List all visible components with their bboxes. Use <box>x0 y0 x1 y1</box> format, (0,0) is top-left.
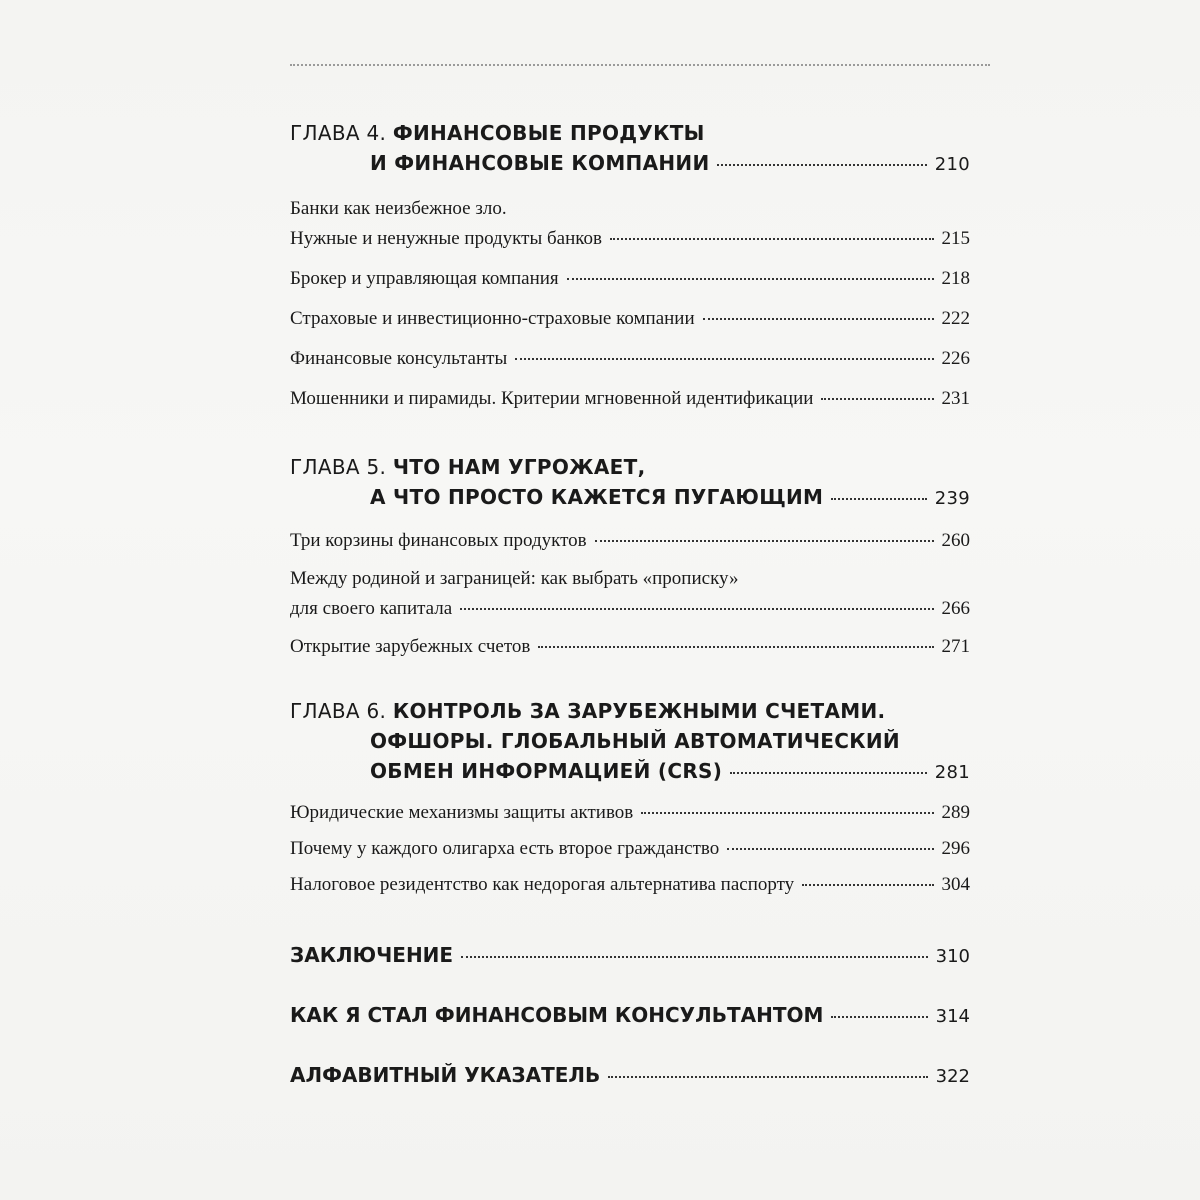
dot-leader <box>567 278 934 280</box>
page-number: 296 <box>941 838 970 859</box>
chapter-title-line: КОНТРОЛЬ ЗА ЗАРУБЕЖНЫМИ СЧЕТАМИ. <box>392 699 886 723</box>
toc-entry <box>290 798 970 828</box>
toc-entry <box>290 194 970 254</box>
chapter-label: ГЛАВА 6. <box>290 699 387 723</box>
dot-leader <box>717 164 926 166</box>
dot-leader <box>595 540 934 542</box>
page-number: 222 <box>941 308 970 329</box>
chapter-title-line: ОБМЕН ИНФОРМАЦИЕЙ (CRS) <box>370 759 723 783</box>
chapter-5 <box>290 452 970 662</box>
dotted-rule <box>290 64 990 66</box>
toc-entry <box>290 384 970 414</box>
entry-line: Юридические механизмы защиты активов <box>290 802 634 823</box>
entry-line: Между родиной и заграницей: как выбрать «прописку» <box>290 568 739 589</box>
toc-entry <box>290 632 970 662</box>
entry-line: для своего капитала <box>290 598 453 619</box>
entry-line: Страховые и инвестиционно-страховые компании <box>290 308 695 329</box>
chapter-heading <box>290 696 970 788</box>
page-number: 226 <box>941 348 970 369</box>
page-number: 322 <box>935 1066 970 1087</box>
entry-line: Налоговое резидентство как недорогая альтернатива паспорту <box>290 874 795 895</box>
dot-leader <box>610 238 934 240</box>
dot-leader <box>831 1016 927 1018</box>
dot-leader <box>460 608 933 610</box>
toc-entry <box>290 834 970 864</box>
section-title: АЛФАВИТНЫЙ УКАЗАТЕЛЬ <box>290 1063 601 1087</box>
toc-section <box>290 1060 970 1092</box>
chapter-title-line: И ФИНАНСОВЫЕ КОМПАНИИ <box>370 151 710 175</box>
entry-line: Нужные и ненужные продукты банков <box>290 228 602 249</box>
page-number: 266 <box>941 598 970 619</box>
page-number: 210 <box>934 154 970 175</box>
dot-leader <box>730 772 927 774</box>
page-number: 215 <box>941 228 970 249</box>
section-title: КАК Я СТАЛ ФИНАНСОВЫМ КОНСУЛЬТАНТОМ <box>290 1003 824 1027</box>
toc-section <box>290 940 970 972</box>
dot-leader <box>831 498 926 500</box>
toc-entry <box>290 264 970 294</box>
entry-line: Брокер и управляющая компания <box>290 268 559 289</box>
page-number: 281 <box>934 762 970 783</box>
toc-entry <box>290 870 970 900</box>
entry-line: Открытие зарубежных счетов <box>290 636 531 657</box>
dot-leader <box>703 318 934 320</box>
chapter-title-line: А ЧТО ПРОСТО КАЖЕТСЯ ПУГАЮЩИМ <box>370 485 824 509</box>
chapter-label: ГЛАВА 5. <box>290 455 387 479</box>
section-title: ЗАКЛЮЧЕНИЕ <box>290 943 454 967</box>
entry-line: Банки как неизбежное зло. <box>290 198 507 219</box>
page-number: 310 <box>935 946 970 967</box>
page-number: 304 <box>941 874 970 895</box>
table-of-contents <box>290 118 970 1092</box>
page-number: 260 <box>941 530 970 551</box>
page-number: 314 <box>935 1006 970 1027</box>
page-number: 289 <box>941 802 970 823</box>
entry-line: Три корзины финансовых продуктов <box>290 530 587 551</box>
chapter-label: ГЛАВА 4. <box>290 121 387 145</box>
dot-leader <box>461 956 928 958</box>
page-number: 239 <box>934 488 970 509</box>
entry-line: Финансовые консультанты <box>290 348 508 369</box>
chapter-6 <box>290 696 970 900</box>
dot-leader <box>538 646 933 648</box>
dot-leader <box>608 1076 927 1078</box>
dot-leader <box>802 884 933 886</box>
dot-leader <box>727 848 933 850</box>
toc-entry <box>290 304 970 334</box>
chapter-heading <box>290 452 970 514</box>
dot-leader <box>515 358 933 360</box>
dot-leader <box>821 398 933 400</box>
dot-leader <box>641 812 933 814</box>
toc-entry <box>290 564 970 624</box>
toc-entry <box>290 526 970 556</box>
chapter-heading <box>290 118 970 180</box>
page-number: 218 <box>941 268 970 289</box>
chapter-title-line: ОФШОРЫ. ГЛОБАЛЬНЫЙ АВТОМАТИЧЕСКИЙ <box>370 729 900 753</box>
toc-section <box>290 1000 970 1032</box>
chapter-title-line: ЧТО НАМ УГРОЖАЕТ, <box>392 455 646 479</box>
entry-line: Почему у каждого олигарха есть второе гражданство <box>290 838 720 859</box>
toc-entry <box>290 344 970 374</box>
page-number: 271 <box>941 636 970 657</box>
page-number: 231 <box>941 388 970 409</box>
entry-line: Мошенники и пирамиды. Критерии мгновенной идентификации <box>290 388 814 409</box>
chapter-title-line: ФИНАНСОВЫЕ ПРОДУКТЫ <box>392 121 705 145</box>
chapter-4 <box>290 118 970 414</box>
